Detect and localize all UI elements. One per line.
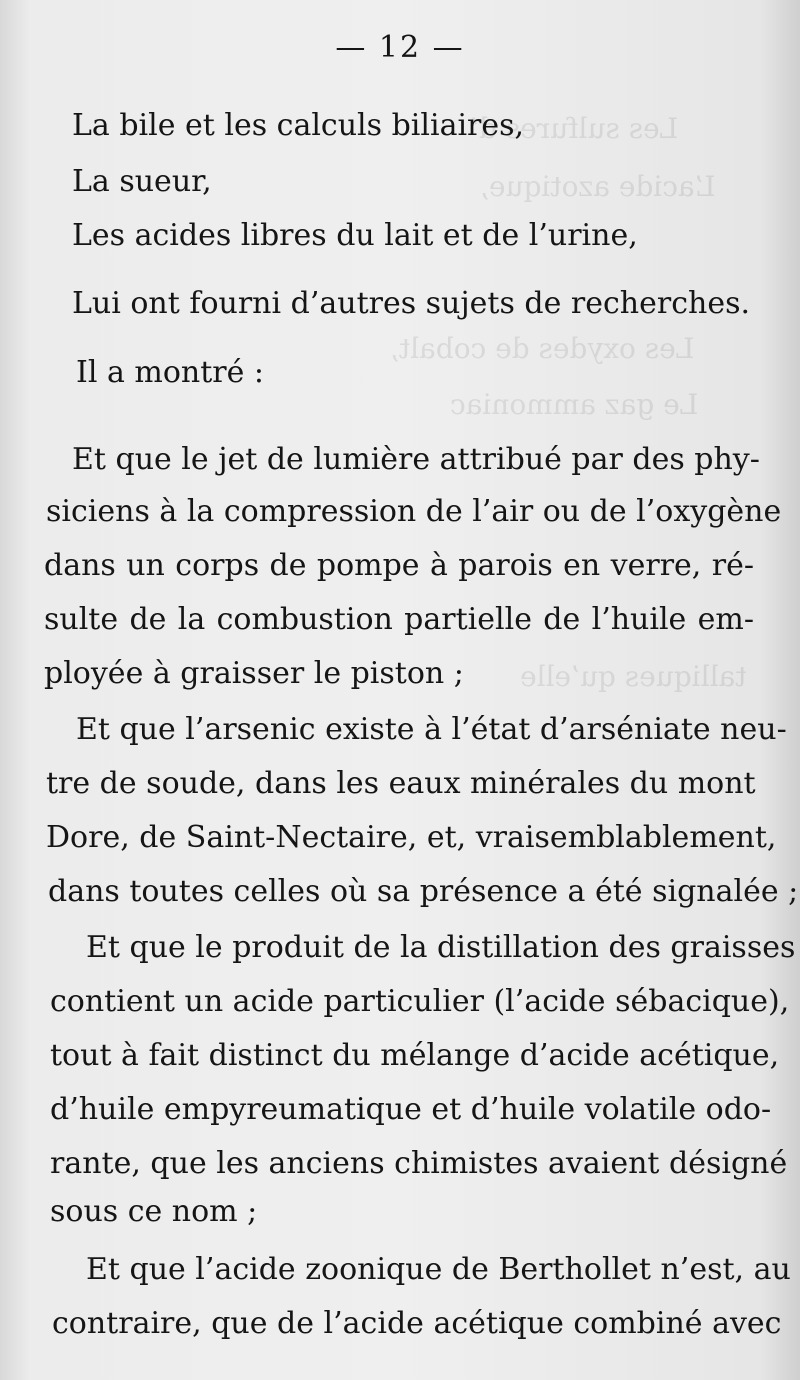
text-line: siciens à la compression de l’air ou de l’oxygène [46,494,782,529]
intro-line: Il a montré : [76,355,265,390]
text-line: tout à fait distinct du mélange d’acide acétique, [50,1038,780,1073]
text-line: contraire, que de l’acide acétique combiné avec [52,1306,782,1341]
list-item: La bile et les calculs biliaires, [72,108,525,143]
text-line: ployée à graisser le piston ; [44,656,464,691]
text-line: sous ce nom ; [50,1194,258,1229]
list-item: Les acides libres du lait et de l’urine, [72,218,638,253]
text-line: Et que le produit de la distillation des graisses [86,930,796,965]
text-line: dans toutes celles où sa présence a été signalée ; [48,874,799,909]
show-through-text: L’acide azotique, [480,170,716,203]
list-item: La sueur, [72,164,212,199]
text-line: Dore, de Saint-Nectaire, et, vraisemblablement, [46,820,777,855]
text-line: Et que l’acide zoonique de Berthollet n’est, au [86,1252,791,1287]
text-line: tre de soude, dans les eaux minérales du mont [46,766,756,801]
show-through-text: Le gaz ammoniac [450,388,699,421]
text-line: Et que le jet de lumière attribué par des phy- [72,442,760,477]
show-through-text: Les sulfures d’ [470,112,679,145]
text-line: contient un acide particulier (l’acide sébacique), [50,984,790,1019]
text-line: d’huile empyreumatique et d’huile volatile odo- [50,1092,772,1127]
text-line: dans un corps de pompe à parois en verre, ré- [44,548,754,583]
show-through-text: Les oxydes de cobalt, [390,332,695,365]
show-through-text: talliques qu’elle [520,660,747,693]
text-line: Et que l’arsenic existe à l’état d’arséniate neu- [76,712,787,747]
page-number: — 12 — [335,30,465,65]
summary-line: Lui ont fourni d’autres sujets de recherches. [72,286,751,321]
text-line: sulte de la combustion partielle de l’huile em- [44,602,754,637]
text-line: rante, que les anciens chimistes avaient désigné [50,1146,788,1181]
